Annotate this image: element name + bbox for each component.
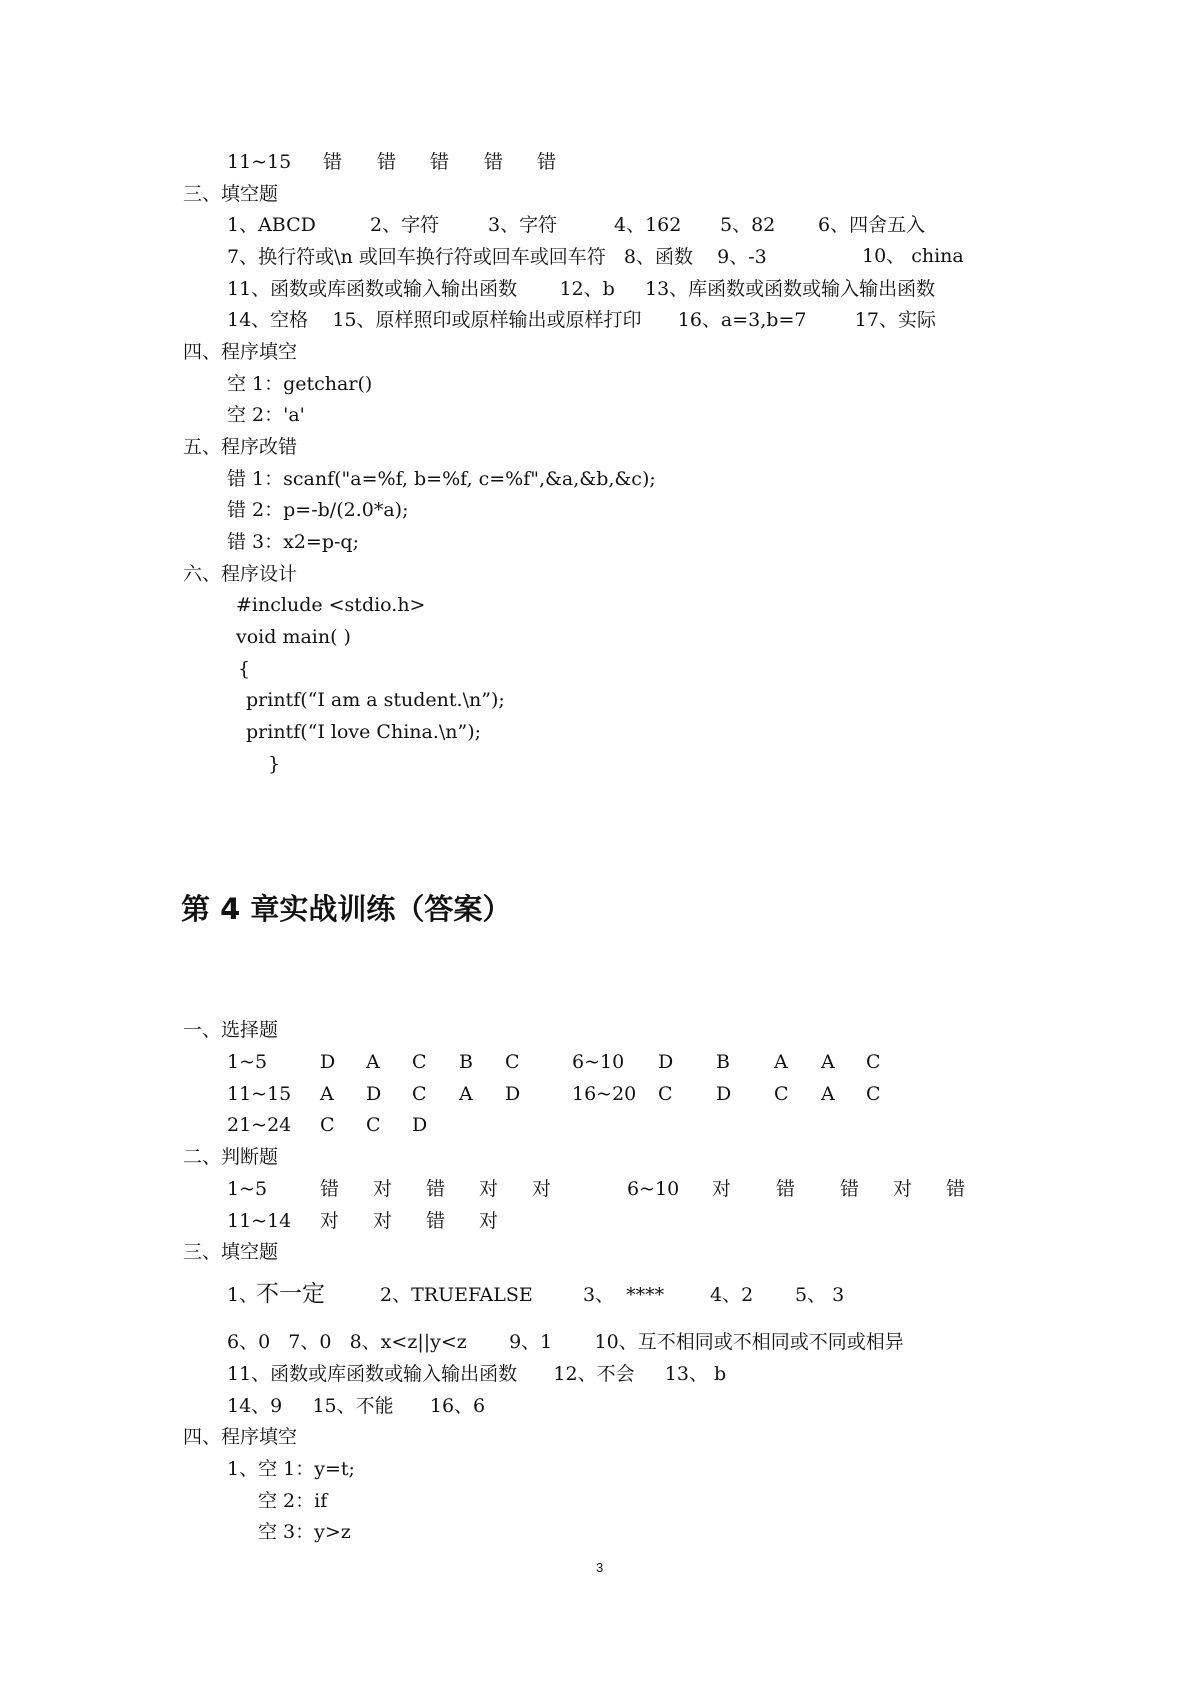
section-heading-program-fix: 五、程序改错: [183, 436, 298, 458]
answer-cell: 对: [712, 1178, 732, 1200]
answer-cell: 错: [484, 151, 504, 173]
answer-cell: D: [412, 1114, 428, 1136]
answer-cell: C: [866, 1083, 881, 1105]
answer-cell: A: [459, 1083, 473, 1105]
answer-cell: 错: [426, 1210, 446, 1232]
answer-cell: D: [366, 1083, 382, 1105]
page-number: 3: [596, 1560, 604, 1575]
fill-answer: 2、TRUEFALSE: [380, 1284, 533, 1306]
fill-answer: 3、字符: [488, 214, 558, 236]
fill-answers-line-4: 14、9 15、不能 16、6: [227, 1395, 486, 1417]
chapter-title: 第 4 章实战训练（答案）: [181, 892, 512, 926]
code-line: printf(“I am a student.\n”);: [246, 689, 505, 711]
answer-cell: D: [320, 1051, 336, 1073]
answer-cell: C: [866, 1051, 881, 1073]
section-heading-fill: 三、填空题: [183, 1241, 279, 1263]
code-line: printf(“I love China.\n”);: [246, 721, 482, 743]
code-line: {: [238, 658, 251, 680]
row-label: 11~15: [227, 1083, 292, 1105]
answer-cell: 错: [946, 1178, 966, 1200]
answer-cell: C: [320, 1114, 335, 1136]
answer-cell: 对: [320, 1210, 340, 1232]
fill-answer: 10、 china: [862, 245, 964, 267]
row-label: 11~14: [227, 1210, 292, 1232]
row-label: 1~5: [227, 1051, 268, 1073]
section-heading-program-fill: 四、程序填空: [183, 341, 298, 363]
fill-answer: 5、 3: [795, 1284, 845, 1306]
answer-cell: 错: [377, 151, 397, 173]
answer-cell: A: [320, 1083, 334, 1105]
fill-answer: 4、162: [614, 214, 682, 236]
fill-answer: 5、82: [720, 214, 776, 236]
program-fix-item: 错 3：x2=p-q;: [227, 531, 359, 553]
section-heading-fill: 三、填空题: [183, 183, 279, 205]
section-heading-choice: 一、选择题: [183, 1019, 279, 1041]
answer-cell: 对: [479, 1178, 499, 1200]
answer-cell: C: [774, 1083, 789, 1105]
answer-cell: B: [459, 1051, 473, 1073]
row-label: 11~15: [227, 151, 292, 173]
program-fix-item: 错 2：p=-b/(2.0*a);: [227, 499, 409, 521]
answer-cell: 错: [426, 1178, 446, 1200]
answer-cell: 错: [537, 151, 557, 173]
answer-cell: C: [366, 1114, 381, 1136]
answer-cell: A: [821, 1083, 835, 1105]
row-label: 16~20: [572, 1083, 637, 1105]
section-heading-judge: 二、判断题: [183, 1146, 279, 1168]
answer-cell: 错: [320, 1178, 340, 1200]
answer-cell: 对: [479, 1210, 499, 1232]
row-label: 1~5: [227, 1178, 268, 1200]
answer-cell: A: [821, 1051, 835, 1073]
answer-cell: 错: [840, 1178, 860, 1200]
answer-cell: C: [658, 1083, 673, 1105]
answer-cell: D: [505, 1083, 521, 1105]
program-fix-item: 错 1：scanf("a=%f, b=%f, c=%f",&a,&b,&c);: [227, 468, 656, 490]
answer-cell: 对: [373, 1178, 393, 1200]
answer-cell: A: [366, 1051, 380, 1073]
section-heading-program-fill: 四、程序填空: [183, 1426, 298, 1448]
answer-cell: A: [774, 1051, 788, 1073]
fill-answers-line-4: 14、空格 15、原样照印或原样输出或原样打印 16、a=3,b=7 17、实际: [227, 309, 936, 331]
fill-answer: 6、四舍五入: [818, 214, 926, 236]
code-line: #include <stdio.h>: [236, 594, 426, 616]
answer-cell: 对: [532, 1178, 552, 1200]
program-fill-blank: 空 3：y>z: [258, 1521, 351, 1543]
fill-answer: 1、: [227, 1284, 259, 1306]
program-fill-blank: 1、空 1：y=t;: [227, 1458, 355, 1480]
answer-cell: D: [658, 1051, 674, 1073]
answer-cell: 错: [323, 151, 343, 173]
fill-answers-line-3: 11、函数或库函数或输入输出函数 12、b 13、库函数或函数或输入输出函数: [227, 278, 936, 300]
answer-cell: 错: [430, 151, 450, 173]
answer-cell: C: [412, 1051, 427, 1073]
code-line: }: [268, 753, 281, 775]
fill-answer: 4、2: [710, 1284, 754, 1306]
code-line: void main( ): [236, 626, 351, 648]
answer-cell: C: [505, 1051, 520, 1073]
fill-answer: 3、 ****: [583, 1284, 665, 1306]
fill-answer: 2、字符: [370, 214, 440, 236]
fill-answers-line-3: 11、函数或库函数或输入输出函数 12、不会 13、 b: [227, 1363, 727, 1385]
answer-cell: B: [716, 1051, 730, 1073]
fill-answer: 不一定: [256, 1281, 325, 1307]
answer-cell: D: [716, 1083, 732, 1105]
program-fill-blank: 空 1：getchar(): [227, 373, 373, 395]
program-fill-blank: 空 2：'a': [227, 404, 305, 426]
answer-cell: 对: [373, 1210, 393, 1232]
answer-cell: 对: [893, 1178, 913, 1200]
section-heading-program-design: 六、程序设计: [183, 563, 298, 585]
fill-answers-line-2: 6、0 7、0 8、x<z||y<z 9、1 10、互不相同或不相同或不同或相异: [227, 1331, 904, 1353]
row-label: 6~10: [627, 1178, 680, 1200]
fill-answer: 1、ABCD: [227, 214, 316, 236]
answer-cell: 错: [776, 1178, 796, 1200]
row-label: 21~24: [227, 1114, 292, 1136]
fill-answer: 7、换行符或\n 或回车换行符或回车或回车符 8、函数 9、-3: [227, 246, 767, 268]
program-fill-blank: 空 2：if: [258, 1490, 328, 1512]
answer-cell: C: [412, 1083, 427, 1105]
row-label: 6~10: [572, 1051, 625, 1073]
